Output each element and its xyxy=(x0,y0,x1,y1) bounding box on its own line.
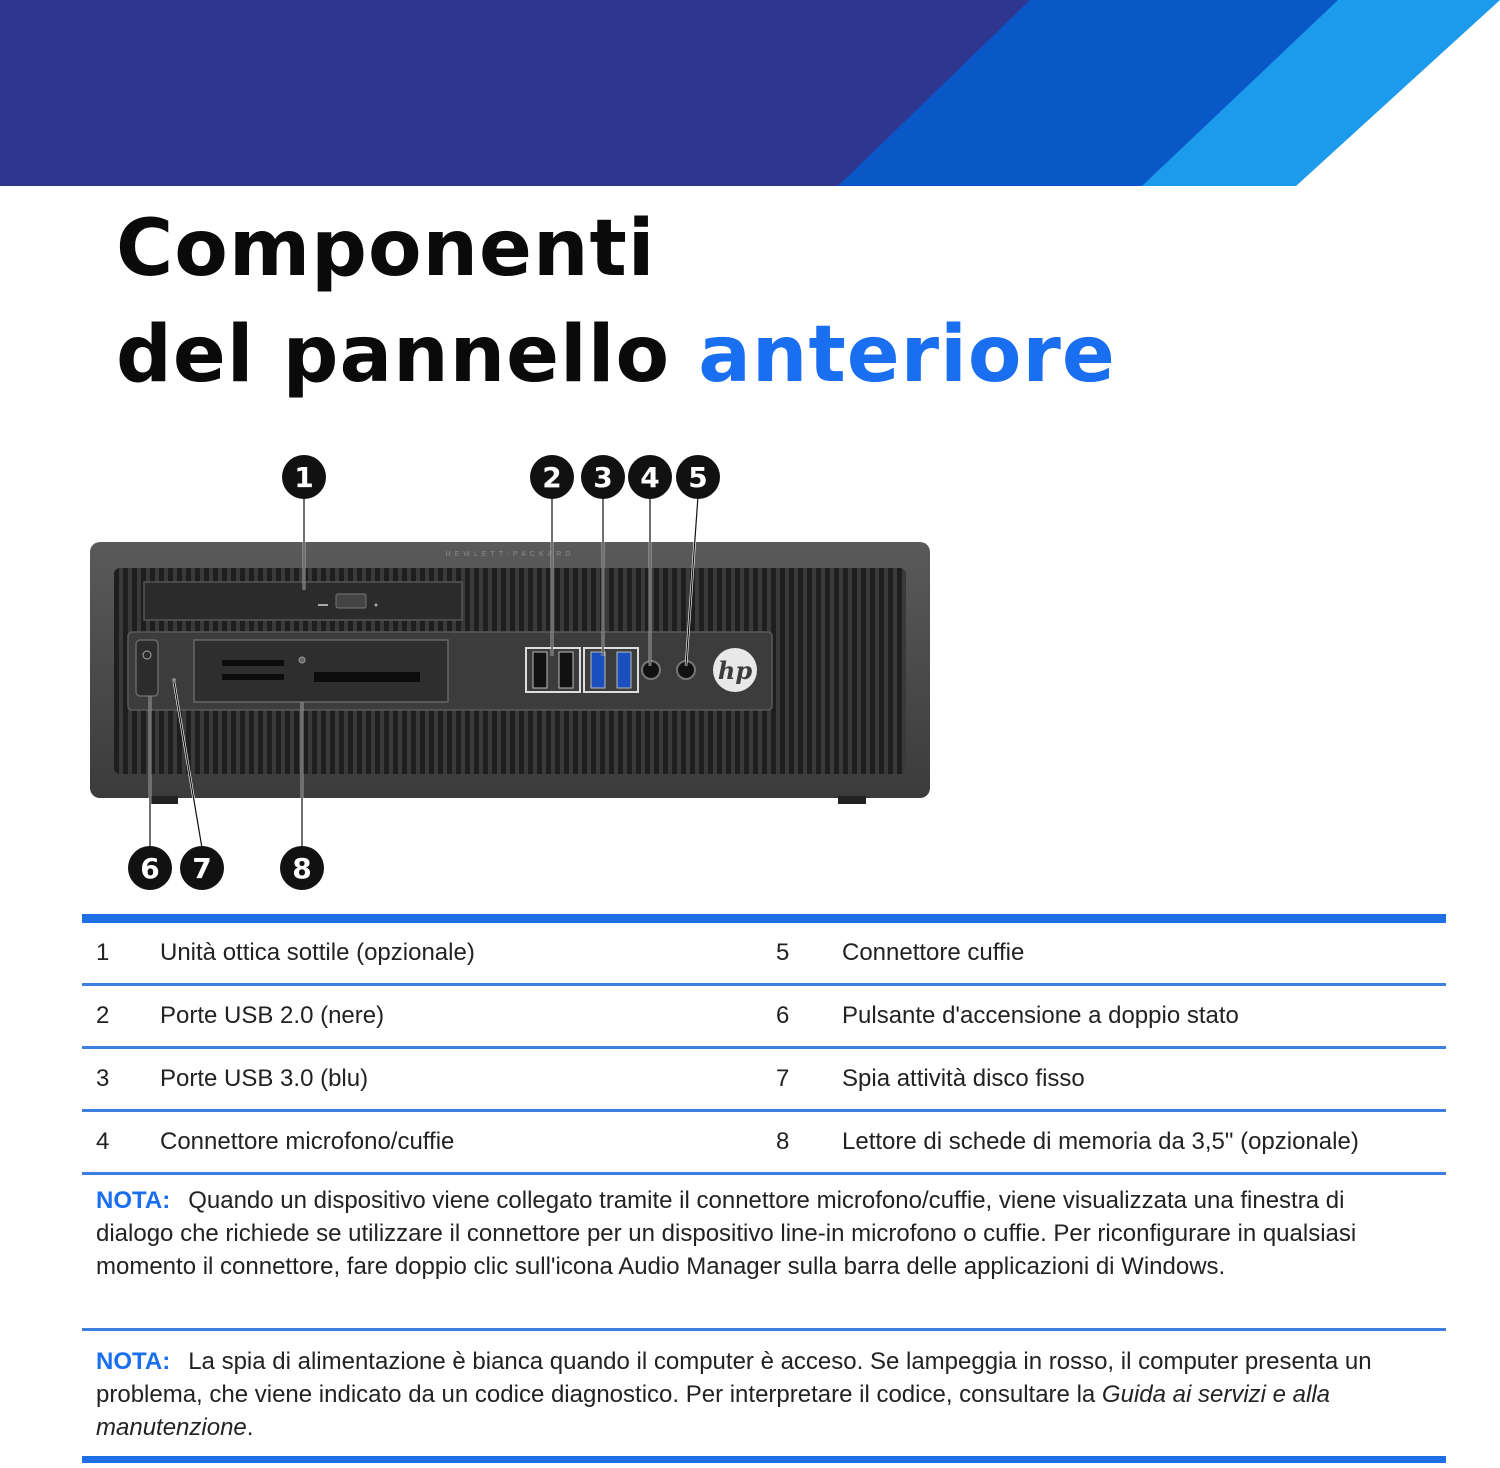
legend-number: 8 xyxy=(764,1111,842,1174)
legend-label: Connettore microfono/cuffie xyxy=(160,1111,764,1174)
svg-text:7: 7 xyxy=(192,852,212,885)
callout-badge-7 xyxy=(180,846,224,890)
card-reader-led xyxy=(299,657,305,663)
legend-label: Connettore cuffie xyxy=(842,923,1446,985)
note-power-light xyxy=(96,1345,1426,1444)
usb3-port-1 xyxy=(591,652,605,688)
legend-label: Pulsante d'accensione a doppio stato xyxy=(842,985,1446,1048)
card-reader xyxy=(194,640,448,702)
note-guide-reference: Guida ai servizi e alla manutenzione xyxy=(96,1381,1331,1441)
legend-label: Porte USB 3.0 (blu) xyxy=(160,1048,764,1111)
brand-strip: HEWLETT-PACKARD xyxy=(445,551,575,558)
svg-text:8: 8 xyxy=(292,852,312,885)
table-row xyxy=(82,923,1446,985)
legend-label: Spia attività disco fisso xyxy=(842,1048,1446,1111)
legend-number: 7 xyxy=(764,1048,842,1111)
legend-number: 3 xyxy=(82,1048,160,1111)
svg-text:3: 3 xyxy=(593,461,613,494)
table-row xyxy=(82,1111,1446,1174)
svg-text:2: 2 xyxy=(542,461,562,494)
case-foot-right xyxy=(838,796,866,804)
optical-drive-eject-button xyxy=(336,594,366,608)
card-reader-slot-3 xyxy=(314,672,420,682)
table-row xyxy=(82,985,1446,1048)
note-tag: NOTA: xyxy=(96,1348,171,1375)
power-button xyxy=(136,640,158,696)
svg-text:5: 5 xyxy=(688,461,708,494)
callout-badge-3 xyxy=(581,455,625,499)
callout-badge-2 xyxy=(530,455,574,499)
page-title xyxy=(116,196,1116,408)
table-row xyxy=(82,1048,1446,1111)
callout-badge-4 xyxy=(628,455,672,499)
legend-number: 4 xyxy=(82,1111,160,1174)
hdd-activity-led xyxy=(172,678,176,682)
front-panel-diagram xyxy=(0,440,1000,910)
svg-text:1: 1 xyxy=(294,461,314,494)
title-line-2-prefix: del pannello xyxy=(116,310,671,400)
usb2-port-1 xyxy=(533,652,547,688)
svg-text:4: 4 xyxy=(640,461,660,494)
title-line-1: Componenti xyxy=(116,204,656,294)
svg-text:6: 6 xyxy=(140,852,160,885)
legend-number: 5 xyxy=(764,923,842,985)
case-foot-left xyxy=(150,796,178,804)
legend-label: Porte USB 2.0 (nere) xyxy=(160,985,764,1048)
note-tag: NOTA: xyxy=(96,1187,171,1214)
note-text: Quando un dispositivo viene collegato tramite il connettore microfono/cuffie, viene visualizzata una finestra di dialogo che richiede se utilizzare il connettore per un dispositivo line-in microfono o cuffie. Per riconfigurare in qualsiasi momento il connettore, fare doppio clic sull'icona Audio Manager sulla barra delle applicazioni di Windows. xyxy=(96,1187,1357,1280)
optical-drive-slot-mark xyxy=(318,604,328,606)
components-legend-table xyxy=(82,923,1446,1175)
legend-label: Unità ottica sottile (opzionale) xyxy=(160,923,764,985)
optical-drive-led xyxy=(375,604,378,607)
note-divider xyxy=(82,1328,1446,1331)
legend-top-rule xyxy=(82,914,1446,923)
hp-logo-text: hp xyxy=(717,656,753,685)
legend-number: 6 xyxy=(764,985,842,1048)
header-banner xyxy=(0,0,1500,186)
legend-label: Lettore di schede di memoria da 3,5" (opzionale) xyxy=(842,1111,1446,1174)
note-text: La spia di alimentazione è bianca quando il computer è acceso. Se lampeggia in rosso, il computer presenta un problema, che viene indicato da un codice diagnostico. Per interpretare il codice, consultare la xyxy=(96,1348,1372,1408)
title-line-2-accent: anteriore xyxy=(698,310,1116,400)
callout-badge-8 xyxy=(280,846,324,890)
bottom-rule xyxy=(82,1456,1446,1463)
usb2-port-2 xyxy=(559,652,573,688)
legend-number: 1 xyxy=(82,923,160,985)
note-end: . xyxy=(246,1414,254,1441)
card-reader-slot-1 xyxy=(222,660,284,666)
card-reader-slot-2 xyxy=(222,674,284,680)
callout-badge-6 xyxy=(128,846,172,890)
callout-badge-5 xyxy=(676,455,720,499)
usb3-port-2 xyxy=(617,652,631,688)
legend-number: 2 xyxy=(82,985,160,1048)
note-audio-jack xyxy=(96,1184,1426,1283)
callout-badge-1 xyxy=(282,455,326,499)
